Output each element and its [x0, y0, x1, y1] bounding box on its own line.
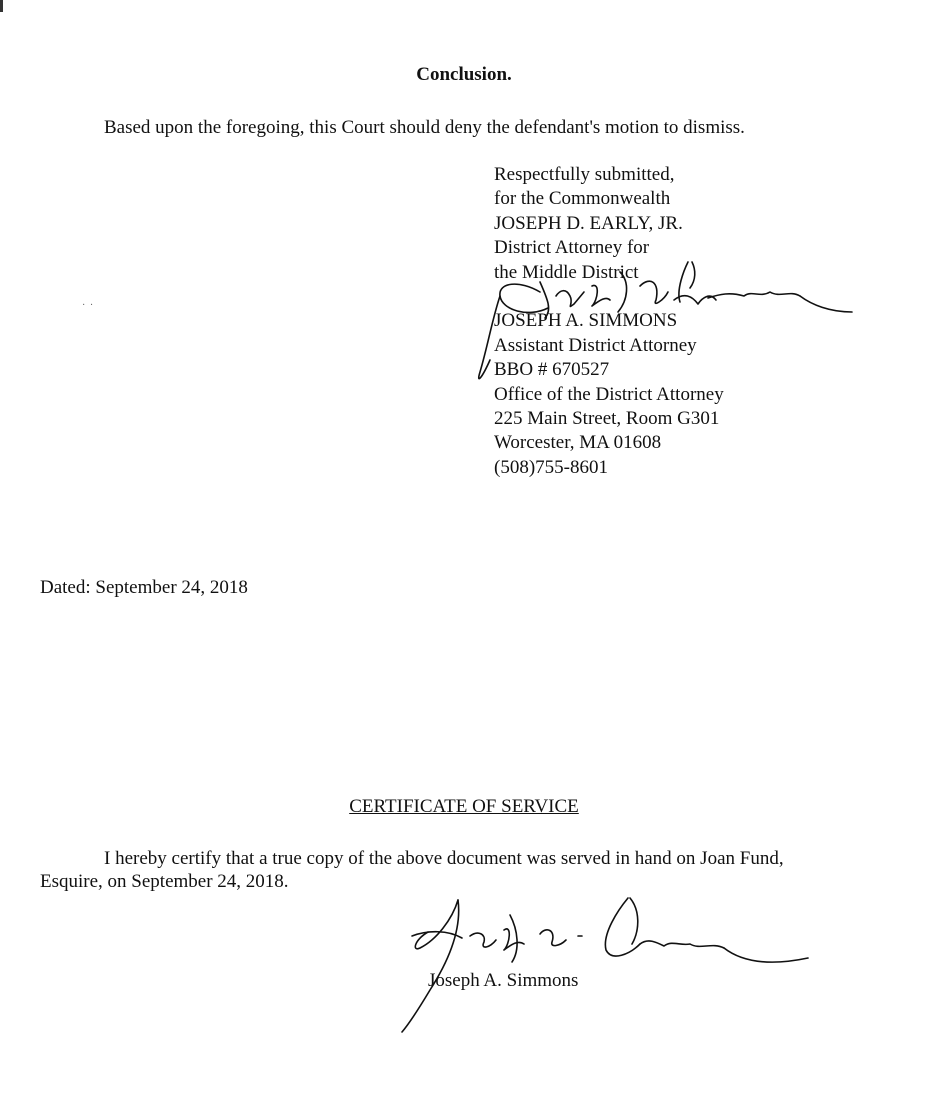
- certificate-text-line-1: I hereby certify that a true copy of the above document was served in hand on Joan Fund,: [104, 848, 784, 869]
- page-edge-mark: [0, 0, 3, 12]
- signer-title: Assistant District Attorney: [494, 334, 697, 356]
- office-city: Worcester, MA 01608: [494, 432, 662, 454]
- certificate-signer-name: Joseph A. Simmons: [428, 970, 579, 991]
- office-address: 225 Main Street, Room G301: [494, 408, 720, 430]
- signature-line: the Middle District: [494, 261, 639, 283]
- signature-2-drawing: [402, 898, 808, 1032]
- signature-line: Respectfully submitted,: [494, 164, 675, 185]
- certificate-title: CERTIFICATE OF SERVICE: [349, 796, 579, 817]
- certificate-text-line-2: Esquire, on September 24, 2018.: [40, 871, 289, 892]
- signature-line: for the Commonwealth: [494, 188, 671, 210]
- conclusion-text: Based upon the foregoing, this Court should deny the defendant's motion to dismiss.: [104, 117, 745, 138]
- signature-line: District Attorney for: [494, 237, 650, 259]
- signature-block: [494, 163, 724, 480]
- conclusion-heading: Conclusion.: [416, 64, 512, 85]
- scan-speck: · ·: [82, 300, 95, 311]
- prosecutor-name: JOSEPH D. EARLY, JR.: [494, 212, 683, 234]
- office-name: Office of the District Attorney: [494, 383, 724, 405]
- bbo-number: BBO # 670527: [494, 359, 610, 381]
- signature-space: [494, 285, 724, 309]
- office-phone: (508)755-8601: [494, 456, 608, 478]
- dated-line: Dated: September 24, 2018: [40, 577, 248, 598]
- signer-name: JOSEPH A. SIMMONS: [494, 310, 678, 332]
